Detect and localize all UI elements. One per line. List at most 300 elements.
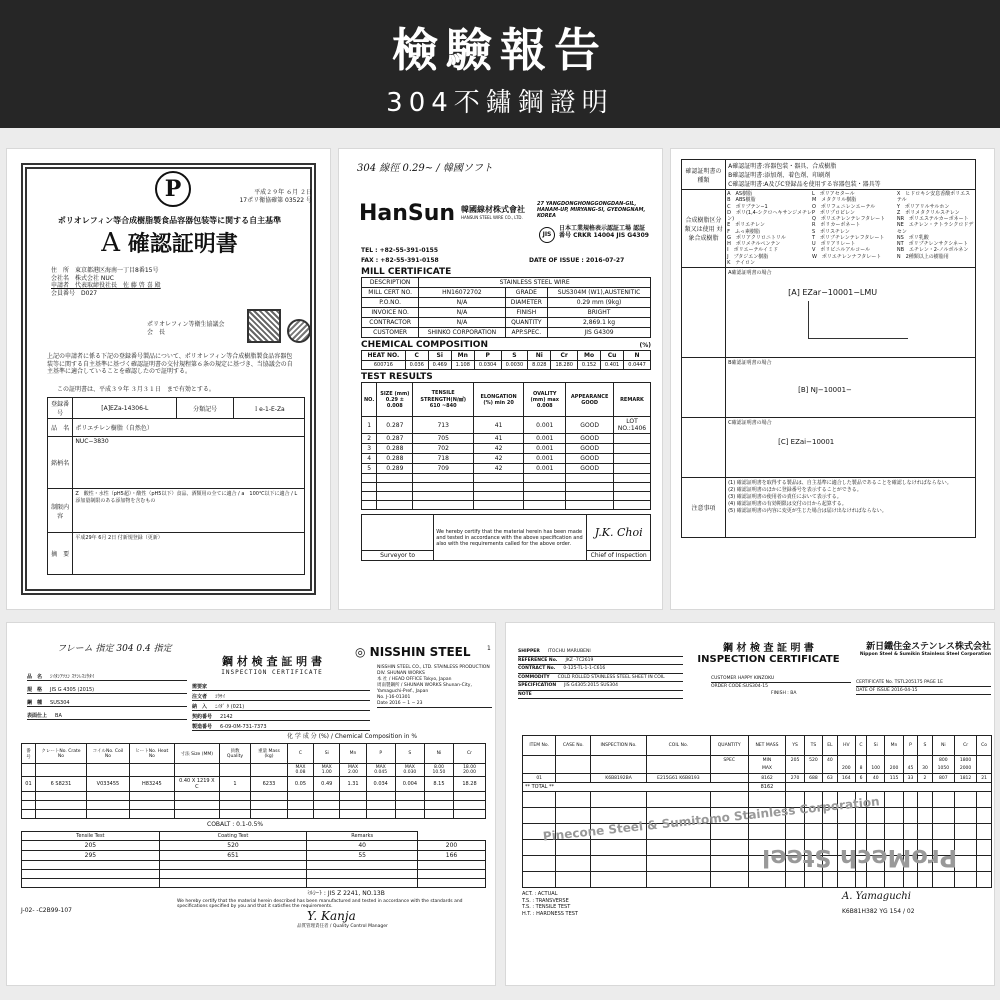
- empty-cell: [867, 872, 885, 888]
- test-results-title: TEST RESULTS: [361, 372, 433, 382]
- resin-item: S ポリスチレン: [811, 228, 850, 235]
- cell: P: [474, 351, 501, 361]
- cell: 6233: [251, 777, 288, 792]
- empty-cell: [903, 808, 918, 824]
- page-header: [0, 0, 1000, 128]
- resin-item: T ポリブチレンテレフタレート: [811, 234, 885, 241]
- cert-number: J-16-01301: [385, 695, 411, 701]
- cell: 銘柄名: [48, 437, 73, 489]
- empty-cell: [748, 872, 786, 888]
- cell: APP.SPEC.: [505, 328, 547, 338]
- empty-cell: [413, 474, 474, 483]
- resin-item: N 2種類以上の樹脂用: [896, 253, 949, 260]
- cell: 651: [159, 850, 307, 860]
- field-value: SUS304: [50, 700, 70, 706]
- empty-cell: [804, 872, 822, 888]
- page-title: 檢驗報告: [392, 23, 608, 77]
- table-row: [362, 501, 651, 510]
- cell: 205: [22, 840, 160, 850]
- empty-cell: [362, 501, 377, 510]
- cert-number: 17ポリ衛協確第 03522 号: [239, 196, 312, 204]
- empty-cell: [362, 474, 377, 483]
- cell: SPEC: [710, 756, 748, 765]
- cell: CUSTOMER: [362, 328, 419, 338]
- round-seal-stamp: [287, 319, 311, 343]
- cell: 100: [867, 765, 885, 774]
- empty-cell: [524, 483, 566, 492]
- empty-cell: [377, 492, 413, 501]
- cell: 員数 Quality: [219, 744, 250, 764]
- cell: 0.40 X 1219 X C: [174, 777, 219, 792]
- cell: Mn: [451, 351, 474, 361]
- cell: 807: [932, 774, 954, 783]
- promech-stamp: ProMech Steel: [762, 844, 958, 872]
- cell: 0.036: [405, 361, 428, 370]
- empty-cell: [556, 856, 591, 872]
- cell: 33: [903, 774, 918, 783]
- cell: 平成29年 6月 2日 付新規登録（更新）: [73, 533, 305, 575]
- field-label: 契約番号: [192, 714, 213, 720]
- cell: 42: [473, 454, 523, 464]
- address: 住 所 東京都港区海南一丁目8番15号: [51, 267, 159, 274]
- cell: APPEARANCE GOOD: [566, 383, 614, 417]
- empty-cell: [35, 810, 86, 819]
- empty-cell: [954, 824, 976, 840]
- cell: 番号: [22, 744, 36, 764]
- cell: 115: [885, 774, 903, 783]
- signature: [587, 515, 651, 551]
- empty-cell: [314, 792, 340, 801]
- field-row: [27, 712, 187, 720]
- empty-cell: [362, 492, 377, 501]
- cell: NET MASS: [748, 736, 786, 756]
- cell: REMARK: [614, 383, 651, 417]
- empty-cell: [413, 483, 474, 492]
- empty-cell: [22, 810, 36, 819]
- cell: 分類記号: [177, 398, 234, 419]
- empty-cell: [954, 872, 976, 888]
- cell: 0.001: [524, 417, 566, 434]
- empty-cell: [556, 808, 591, 824]
- resin-item: J ブタジエン樹脂: [727, 253, 769, 260]
- table-row: [22, 840, 486, 850]
- cell: 200: [418, 840, 486, 850]
- cell: [977, 756, 992, 765]
- cell: P: [903, 736, 918, 756]
- legend-item: H.T. : HARDNESS TEST: [522, 910, 578, 917]
- table-row: [362, 361, 651, 370]
- empty-cell: [710, 872, 748, 888]
- table-row: [22, 878, 486, 887]
- table-row: [22, 764, 486, 777]
- empty-cell: [566, 501, 614, 510]
- cell: 1: [219, 777, 250, 792]
- empty-cell: [856, 872, 867, 888]
- empty-cell: [710, 856, 748, 872]
- resin-item: NS ポリ乳酸: [896, 234, 929, 241]
- cell: [22, 764, 36, 777]
- cell: MAX 2.00: [340, 764, 366, 777]
- date-label: DATE OF ISSUE :: [529, 257, 584, 264]
- standard-heading: ポリオレフィン等合成樹脂製食品容器包装等に関する自主基準: [57, 216, 282, 225]
- cell: Si: [428, 351, 451, 361]
- cell: Cr: [954, 736, 976, 756]
- field-value: ITOCHU MARUBENI: [547, 649, 591, 654]
- cell: [837, 756, 855, 765]
- cell: GRADE: [505, 288, 547, 298]
- empty-cell: [524, 501, 566, 510]
- chemical-table: [361, 350, 651, 370]
- nisshin-logo: NISSHIN STEEL: [369, 645, 471, 659]
- cell: 注意事項: [682, 478, 726, 538]
- empty-cell: [823, 824, 838, 840]
- cell: Remarks: [307, 831, 418, 840]
- table-row: [362, 464, 651, 474]
- table-row: [362, 454, 651, 464]
- certificate-title: 鋼 材 検 査 証 明 書: [222, 655, 322, 668]
- cell: 200: [885, 765, 903, 774]
- cell: 重量 Mass (kg): [251, 744, 288, 764]
- cell: コイルNo. Coil No: [87, 744, 130, 764]
- field-row: [518, 675, 683, 683]
- empty-cell: [837, 872, 855, 888]
- cell: 200: [837, 765, 855, 774]
- empty-cell: [977, 840, 992, 856]
- cell: CASE No.: [556, 736, 591, 756]
- cell: E215G61 K6B8193: [646, 774, 710, 783]
- head-office: 本 社 / HEAD OFFICE Tokyo, Japan: [377, 677, 452, 683]
- resin-item: U ポリアリレート: [811, 241, 856, 247]
- cobalt-note: COBALT : 0.1-0.5%: [207, 821, 264, 828]
- certification-text: 上記の申請者に係る下記の登録番号製品について、ポリオレフィン等合成樹脂製食品容器包装等に関する自主基準に基づく確認証明書の交付規程第６条の規定に基づき、当協議会の自主基準に適合していることを確認したので証明する。: [47, 353, 293, 375]
- cell: ITEM No.: [523, 736, 556, 756]
- resin-item: Y ポリアリルサルホン: [896, 203, 950, 210]
- cell: 63: [823, 774, 838, 783]
- field-row: [192, 693, 370, 701]
- cell: Z 酸性・水性（pH5超）・酸性（pH5以下）食品、酒類用の全てに適合 / a 100℃以下に適合 / L 添加量制限のある添加物を含むもの: [73, 489, 305, 533]
- cell: 8162: [748, 783, 786, 792]
- cell: [523, 756, 556, 765]
- company-name-en: Nippon Steel & Sumikin Stainless Steel Corporation: [859, 652, 991, 657]
- cell: 40: [867, 774, 885, 783]
- cell: 0.004: [395, 777, 424, 792]
- cell: MAX 0.045: [366, 764, 395, 777]
- cell: SUS304M (W1),AUSTENITIC: [548, 288, 651, 298]
- cell: 520: [159, 840, 307, 850]
- cell: 713: [413, 417, 474, 434]
- empty-cell: [251, 801, 288, 810]
- total-row: [523, 783, 992, 792]
- field-label: 需要家: [192, 684, 208, 690]
- empty-cell: [473, 474, 523, 483]
- field-value: COLD ROLLED STAINLESS STEEL SHEET IN COIL: [557, 674, 665, 680]
- empty-cell: [918, 808, 933, 824]
- empty-cell: [366, 792, 395, 801]
- cell: [977, 765, 992, 774]
- company-name: 会社名 株式会社 NUC: [51, 274, 114, 282]
- field-value: JIS G 4305 (2015): [50, 687, 95, 693]
- resin-item: C ポリブテン−1: [727, 203, 768, 210]
- empty-cell: [748, 824, 786, 840]
- table-row: [362, 318, 651, 328]
- cell: [219, 764, 250, 777]
- empty-cell: [556, 840, 591, 856]
- cell: 709: [413, 464, 474, 474]
- cell: MAX 0.030: [395, 764, 424, 777]
- cell: 0.0030: [501, 361, 528, 370]
- empty-cell: [523, 792, 556, 808]
- cell: NUC−3830: [73, 437, 305, 489]
- empty-cell: [804, 824, 822, 840]
- table-row: [22, 744, 486, 764]
- cell: 40: [307, 840, 418, 850]
- cell: SIZE (mm) 0.29 ± 0.008: [377, 383, 413, 417]
- cell: 40: [823, 756, 838, 765]
- cell: 21: [977, 774, 992, 783]
- cell: 0.401: [601, 361, 624, 370]
- cell: 0.469: [428, 361, 451, 370]
- field-value: ﾆｲﾀﾞ ﾀ (021): [215, 704, 245, 710]
- cell: C: [856, 736, 867, 756]
- cell: 1: [362, 417, 377, 434]
- empty-cell: [340, 801, 366, 810]
- cell: 688: [804, 774, 822, 783]
- cell: INVOICE NO.: [362, 308, 419, 318]
- cell: 205: [786, 756, 804, 765]
- cell: Ni: [528, 351, 551, 361]
- note-item: (4) 確認証明書の有効期限は交付の日から起算する。: [728, 501, 847, 507]
- cell: 確認証明書の種類: [682, 160, 726, 190]
- empty-cell: [932, 824, 954, 840]
- red-seal-stamp: [247, 309, 281, 343]
- mill-certificate-document: [338, 148, 663, 610]
- works-address: 周南製鋼所 / SHUNAN WORKS Shunan-City, Yamaguchi-Pref., Japan: [377, 683, 472, 695]
- cell: [885, 756, 903, 765]
- legend-item: T.S. : TENSILE TEST: [522, 904, 571, 910]
- finish: FINISH : BA: [771, 691, 797, 697]
- empty-cell: [129, 792, 174, 801]
- empty-cell: [710, 824, 748, 840]
- empty-cell: [954, 792, 976, 808]
- resin-item: I ポリエーテルイミド: [727, 247, 778, 254]
- cell: H83245: [129, 777, 174, 792]
- certificate-title-en: INSPECTION CERTIFICATE: [221, 669, 323, 676]
- empty-cell: [710, 840, 748, 856]
- registration-table: [47, 397, 305, 575]
- cell: 41: [473, 434, 523, 444]
- cell: Cu: [601, 351, 624, 361]
- table-row: [362, 444, 651, 454]
- cell: 0.0304: [474, 361, 501, 370]
- cell: 摘 要: [48, 533, 73, 575]
- cell: Co: [977, 736, 992, 756]
- cell: QUANTITY: [505, 318, 547, 328]
- empty-cell: [682, 268, 726, 358]
- table-row: [22, 869, 486, 878]
- field-label: SPECIFICATION: [518, 683, 557, 689]
- note-item: (1) 確認証明書を取得する製品は、自主基準に適合した製品であることを確認しなければならない。: [728, 480, 952, 486]
- cell: 01: [22, 777, 36, 792]
- empty-cell: [591, 872, 647, 888]
- empty-cell: [418, 878, 486, 887]
- empty-cell: [614, 474, 651, 483]
- jis-certification: 日本工業規格表示認証工場 認証番号 CRKR 14004 JIS G4309: [559, 225, 649, 240]
- cell: Cr: [551, 351, 578, 361]
- empty-cell: [377, 483, 413, 492]
- cell: [804, 765, 822, 774]
- field-value: JKZ -7C2619: [565, 657, 594, 663]
- cell: S: [918, 736, 933, 756]
- empty-cell: [556, 792, 591, 808]
- cell: [614, 444, 651, 454]
- chem-label: 化 学 成 分 (%) / Chemical Composition in %: [287, 733, 418, 740]
- cell: MIN: [748, 756, 786, 765]
- table-row: [362, 483, 651, 492]
- validity-text: この証明書は、平成３９年 ３月３１日 まで有効とする。: [57, 386, 215, 393]
- field-row: [518, 692, 683, 700]
- grade-letter: A: [101, 228, 121, 258]
- cell: 1800: [954, 756, 976, 765]
- empty-cell: [87, 810, 130, 819]
- empty-cell: [646, 872, 710, 888]
- cell: 2,869.1 kg: [548, 318, 651, 328]
- table-row: [22, 850, 486, 860]
- cell: [556, 774, 591, 783]
- empty-cell: [22, 869, 160, 878]
- issue-date: DATE OF ISSUE 2016-04-15: [856, 687, 991, 695]
- resin-item: O ポリフェニレンエーテル: [811, 203, 876, 210]
- empty-cell: [307, 869, 418, 878]
- case-b-label: B確認証明書の場合: [728, 360, 772, 366]
- mill-info-table: [361, 277, 651, 338]
- field-label: 注文者: [192, 694, 208, 700]
- empty-cell: [523, 856, 556, 872]
- cell: NO.: [362, 383, 377, 417]
- field-value: JIS G4305:2015 SUS304: [564, 683, 618, 689]
- empty-cell: [22, 860, 160, 869]
- company-info: NISSHIN STEEL CO., LTD. STAINLESS PRODUCTION DIV. SHUNAN WORKS: [377, 665, 490, 677]
- table-row: [22, 860, 486, 869]
- cell: 520: [804, 756, 822, 765]
- hansun-logo: HanSun: [359, 201, 456, 226]
- empty-cell: [856, 824, 867, 840]
- empty-cell: [614, 501, 651, 510]
- empty-cell: [786, 824, 804, 840]
- resin-item: A AS樹脂: [727, 191, 753, 197]
- member-number: 会員番号 D027: [51, 289, 98, 297]
- empty-cell: [977, 808, 992, 824]
- empty-cell: [395, 792, 424, 801]
- empty-cell: [424, 792, 453, 801]
- field-label: 品 名: [27, 674, 43, 680]
- cell: 8: [856, 765, 867, 774]
- empty-cell: [314, 801, 340, 810]
- surveyor-label: Surveyor to: [362, 551, 434, 561]
- table-row: [362, 308, 651, 318]
- cell: [646, 765, 710, 774]
- cell: K6B8192BA: [591, 774, 647, 783]
- chemical-title: CHEMICAL COMPOSITION: [361, 340, 488, 350]
- cell: [710, 765, 748, 774]
- cell: 6 S8231: [35, 777, 86, 792]
- empty-cell: [867, 824, 885, 840]
- cell: 0.287: [377, 417, 413, 434]
- empty-cell: [932, 808, 954, 824]
- field-value: BA: [55, 713, 62, 719]
- empty-cell: [159, 878, 307, 887]
- cell: C: [405, 351, 428, 361]
- cell: [823, 765, 838, 774]
- cell: 800: [932, 756, 954, 765]
- empty-cell: [903, 792, 918, 808]
- cell: Cr: [454, 744, 486, 764]
- cell: 1050: [932, 765, 954, 774]
- table-row: [362, 328, 651, 338]
- field-label: CONTRACT No.: [518, 666, 556, 672]
- empty-cell: [129, 801, 174, 810]
- empty-cell: [219, 801, 250, 810]
- field-value: 0-125-TL-1-1-C616: [563, 666, 606, 672]
- empty-cell: [710, 792, 748, 808]
- cell: 0.152: [578, 361, 601, 370]
- empty-cell: [786, 783, 992, 792]
- empty-cell: [454, 810, 486, 819]
- cell: S: [395, 744, 424, 764]
- cell: 1812: [954, 774, 976, 783]
- cell: Si: [314, 744, 340, 764]
- empty-cell: [918, 872, 933, 888]
- empty-cell: [174, 801, 219, 810]
- cell: [523, 765, 556, 774]
- resin-item: Z ポリメタクリルスチレン: [896, 209, 960, 216]
- empty-cell: [524, 474, 566, 483]
- issue-date: 2016-07-27: [585, 257, 625, 264]
- field-row: [518, 683, 683, 691]
- field-label: 表面仕上: [27, 713, 48, 719]
- cell: [129, 764, 174, 777]
- cell: Mo: [578, 351, 601, 361]
- table-row: [362, 474, 651, 483]
- cell: クレートNo. Crate No: [35, 744, 86, 764]
- table-row: [22, 831, 486, 840]
- resin-item: P ポリプロピレン: [811, 209, 855, 216]
- cell: QUANTITY: [710, 736, 748, 756]
- table-row: [523, 736, 992, 756]
- cell: ** TOTAL **: [523, 783, 749, 792]
- field-value: ｼｲﾀﾝｱﾂｴﾝ ｽﾃﾝﾚｽｺｳﾀｲ: [50, 674, 95, 680]
- watermark: Pinecone Steel & Sumitomo Stainless Corporation: [542, 794, 881, 844]
- empty-cell: [473, 501, 523, 510]
- note-item: (2) 確認証明書のほかに登録番号を表示することができる。: [728, 487, 862, 493]
- company-name: 韓國線材株式會社: [461, 205, 525, 214]
- cell: [591, 756, 647, 765]
- cell: STAINLESS STEEL WIRE: [419, 278, 651, 288]
- empty-cell: [918, 792, 933, 808]
- empty-cell: [87, 801, 130, 810]
- cell: Tensile Test: [22, 831, 160, 840]
- certificate-title-en: INSPECTION CERTIFICATE: [697, 654, 840, 665]
- field-row: [518, 649, 683, 657]
- empty-cell: [287, 810, 313, 819]
- cell: 2: [362, 434, 377, 444]
- empty-cell: [954, 856, 976, 872]
- cell: 2: [918, 774, 933, 783]
- cell: 6: [856, 774, 867, 783]
- field-row: [192, 683, 370, 691]
- cell: 0.001: [524, 434, 566, 444]
- types-cell: [726, 160, 976, 190]
- empty-cell: [87, 792, 130, 801]
